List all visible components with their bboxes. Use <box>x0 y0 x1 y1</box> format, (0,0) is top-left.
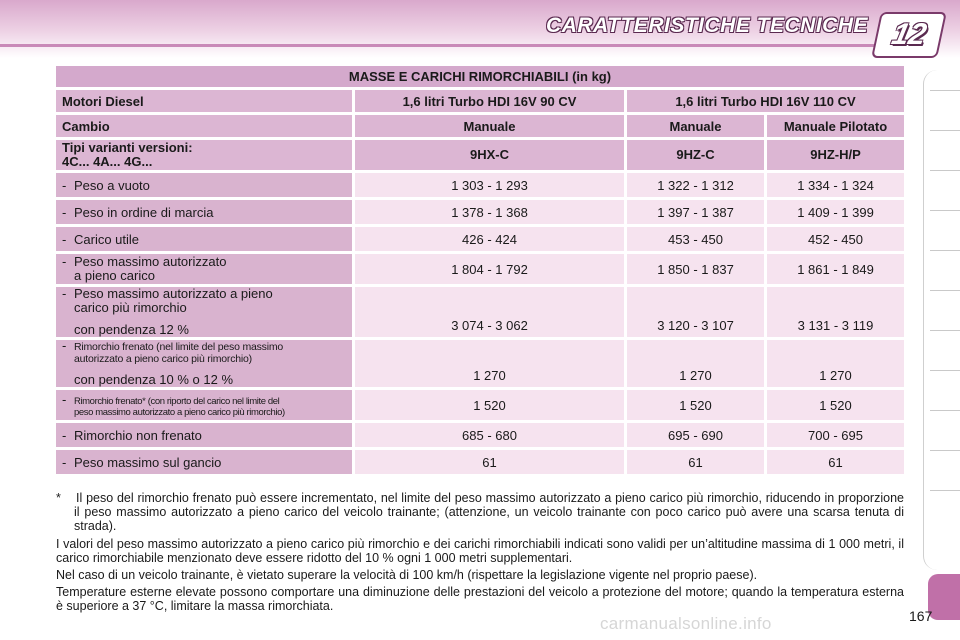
row-label <box>56 390 352 420</box>
table-row <box>56 173 904 197</box>
side-tab[interactable] <box>930 490 960 521</box>
row-label <box>56 254 352 284</box>
table-cell: 1 303 - 1 293 <box>352 173 624 197</box>
side-tab[interactable] <box>930 410 960 441</box>
engine-row <box>56 90 904 112</box>
table-cell: 1 270 <box>352 340 624 387</box>
row-label <box>56 423 352 447</box>
dash: - <box>62 254 67 269</box>
dash: - <box>62 454 67 470</box>
table-row <box>56 423 904 447</box>
row-label-text: con pendenza 10 % o 12 % <box>74 372 234 387</box>
dash: - <box>62 338 67 353</box>
table-cell: 1 378 - 1 368 <box>352 200 624 224</box>
table-row <box>56 287 904 337</box>
variants-label-line1: Tipi varianti versioni: <box>62 140 193 155</box>
table-row <box>56 340 904 387</box>
table-row <box>56 254 904 284</box>
side-tab[interactable] <box>930 250 960 281</box>
note-speed: Nel caso di un veicolo trainante, è vietato superare la velocità di 100 km/h (rispettare la legislazione vigente nel proprio paese). <box>56 568 758 582</box>
table-cell: 453 - 450 <box>624 227 764 251</box>
table-cell: 61 <box>624 450 764 474</box>
table-cell: 426 - 424 <box>352 227 624 251</box>
table-cell: 3 131 - 3 119 <box>764 287 904 337</box>
side-tab[interactable] <box>930 90 960 121</box>
note-altitude: I valori del peso massimo autorizzato a pieno carico più rimorchio e dei carichi rimorchiabili indicati sono validi per un’altitudine massima di 1 000 metri, il carico rimorchiabile menzionato deve essere ridotto del 10 % ogni 1 000 metri supplementari. <box>56 537 904 565</box>
row-label <box>56 340 352 387</box>
row-label-text: con pendenza 12 % <box>74 322 189 337</box>
table-cell: 452 - 450 <box>764 227 904 251</box>
chapter-number: 12 <box>888 18 930 51</box>
variants-label-line2: 4C... 4A... 4G... <box>62 154 153 169</box>
table-cell: 1 520 <box>624 390 764 420</box>
side-tab[interactable] <box>930 130 960 161</box>
table-cell: 3 120 - 3 107 <box>624 287 764 337</box>
row-label-text: Carico utile <box>74 231 140 247</box>
table-cell: 1 322 - 1 312 <box>624 173 764 197</box>
variant-1: 9HX-C <box>352 140 624 170</box>
dash: - <box>62 427 67 443</box>
variants-label <box>56 140 352 170</box>
side-tab[interactable] <box>930 290 960 321</box>
side-tab[interactable] <box>930 370 960 401</box>
table-cell: 1 861 - 1 849 <box>764 254 904 284</box>
notes <box>56 491 904 616</box>
table-cell: 1 397 - 1 387 <box>624 200 764 224</box>
table-cell: 1 270 <box>764 340 904 387</box>
row-label-text: Rimorchio frenato (nel limite del peso massimo <box>74 341 284 353</box>
note-temperature: Temperature esterne elevate possono comportare una diminuzione delle prestazioni del veicolo a protezione del motore; quando la temperatura esterna è superiore a 37 °C, limitare la massa rimorchiata. <box>56 585 904 613</box>
gearbox-1: Manuale <box>352 115 624 137</box>
table-cell: 700 - 695 <box>764 423 904 447</box>
dash: - <box>62 392 67 407</box>
gearbox-3: Manuale Pilotato <box>764 115 904 137</box>
table-cell: 1 520 <box>352 390 624 420</box>
table-cell: 1 804 - 1 792 <box>352 254 624 284</box>
table-title: MASSE E CARICHI RIMORCHIABILI (in kg) <box>56 66 904 87</box>
row-label-text: Peso massimo autorizzato a pieno <box>74 286 273 301</box>
engine-90: 1,6 litri Turbo HDI 16V 90 CV <box>352 90 624 112</box>
gearbox-2: Manuale <box>624 115 764 137</box>
gearbox-row <box>56 115 904 137</box>
footnote <box>56 491 904 533</box>
table-cell: 1 409 - 1 399 <box>764 200 904 224</box>
row-label <box>56 227 352 251</box>
watermark: carmanualsonline.info <box>600 614 772 633</box>
table-cell: 1 520 <box>764 390 904 420</box>
table-cell: 1 334 - 1 324 <box>764 173 904 197</box>
footnote-mark: * <box>56 491 61 505</box>
page-number: 167 <box>909 608 933 624</box>
row-label <box>56 287 352 337</box>
dash: - <box>62 231 67 247</box>
row-label-text: Peso massimo sul gancio <box>74 454 222 470</box>
table-cell: 3 074 - 3 062 <box>352 287 624 337</box>
dash: - <box>62 204 67 220</box>
row-label-text: carico più rimorchio <box>74 300 187 315</box>
table-cell: 685 - 680 <box>352 423 624 447</box>
side-tab[interactable] <box>930 170 960 201</box>
row-label-text: peso massimo autorizzato a pieno carico più rimorchio) <box>74 407 285 418</box>
header-stripe <box>0 44 880 47</box>
table-row <box>56 450 904 474</box>
row-label-text: Rimorchio non frenato <box>74 427 202 443</box>
side-tab-active[interactable] <box>928 574 960 620</box>
row-label-text: Rimorchio frenato* (con riporto del carico nel limite del <box>74 396 280 407</box>
variant-3: 9HZ-H/P <box>764 140 904 170</box>
table-row <box>56 390 904 420</box>
row-label <box>56 200 352 224</box>
row-label-text: Peso in ordine di marcia <box>74 204 214 220</box>
engine-110: 1,6 litri Turbo HDI 16V 110 CV <box>624 90 904 112</box>
table-cell: 61 <box>764 450 904 474</box>
table-row <box>56 200 904 224</box>
row-label <box>56 173 352 197</box>
row-label-text: autorizzato a pieno carico più rimorchio) <box>74 353 252 365</box>
table-cell: 61 <box>352 450 624 474</box>
side-tab[interactable] <box>930 210 960 241</box>
side-index-tabs <box>928 62 960 582</box>
masses-table <box>56 63 904 477</box>
row-label-text: Peso massimo autorizzato <box>74 254 227 269</box>
dash: - <box>62 286 67 301</box>
chapter-title: CARATTERISTICHE TECNICHE <box>546 14 868 37</box>
variants-row <box>56 140 904 170</box>
table-cell: 1 270 <box>624 340 764 387</box>
row-label <box>56 450 352 474</box>
gearbox-label: Cambio <box>56 115 352 137</box>
chapter-badge <box>871 12 947 58</box>
side-tab[interactable] <box>930 330 960 361</box>
table-cell: 1 850 - 1 837 <box>624 254 764 284</box>
variant-2: 9HZ-C <box>624 140 764 170</box>
table-cell: 695 - 690 <box>624 423 764 447</box>
side-tab[interactable] <box>930 450 960 481</box>
row-label-text: a pieno carico <box>74 268 155 283</box>
table-row <box>56 227 904 251</box>
dash: - <box>62 177 67 193</box>
row-label-text: Peso a vuoto <box>74 177 150 193</box>
engine-label: Motori Diesel <box>56 90 352 112</box>
footnote-text: Il peso del rimorchio frenato può essere incrementato, nel limite del peso massimo autorizzato a pieno carico più rimorchio, riducendo in proporzione il peso massimo autorizzato a pieno carico del veicolo trainante; (attenzione, un veicolo trainante con poco carico può avere una scarsa tenuta di strada). <box>74 491 904 533</box>
table-title-row <box>56 66 904 87</box>
